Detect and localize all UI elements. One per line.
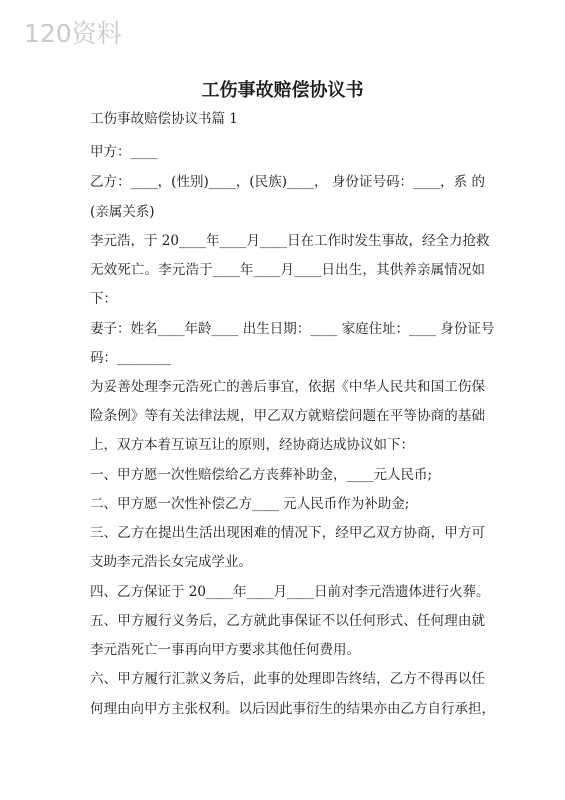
- paragraph-line: 无效死亡。李元浩于____年____月____日出生，其供养亲属情况如: [90, 262, 485, 278]
- relation-line: (亲属关系): [90, 204, 155, 220]
- paragraph-line: 上，双方本着互谅互让的原则，经协商达成协议如下：: [90, 437, 414, 453]
- paragraph-line: 下：: [90, 291, 117, 307]
- document-title: 工伤事故赔偿协议书: [201, 80, 364, 101]
- clause-5: 五、甲方履行义务后，乙方就此事保证不以任何形式、任何理由就: [90, 613, 485, 629]
- clause-6: 六、甲方履行汇款义务后，此事的处理即告终结，乙方不得再以任: [90, 671, 485, 687]
- watermark-logo: 120资料: [24, 19, 122, 48]
- clause-3-cont: 支助李元浩长女完成学业。: [90, 554, 252, 570]
- clause-3: 三、乙方在提出生活出现困难的情况下，经甲乙双方协商，甲方可: [90, 525, 485, 541]
- clause-5-cont: 李元浩死亡一事再向甲方要求其他任何费用。: [90, 642, 360, 658]
- clause-2: 二、甲方愿一次性补偿乙方____ 元人民币作为补助金;: [90, 496, 410, 512]
- clause-4: 四、乙方保证于 20____年____月____日前对李元浩遗体进行火葬。: [90, 584, 490, 600]
- subtitle-line: 工伤事故赔偿协议书篇 1: [90, 111, 238, 127]
- clause-6-cont: 何理由向甲方主张权利。以后因此事衍生的结果亦由乙方自行承担，: [90, 701, 495, 717]
- paragraph-line: 为妥善处理李元浩死亡的善后事宜，依据《中华人民共和国工伤保: [90, 379, 485, 395]
- party-a-line: 甲方：____: [90, 144, 158, 160]
- paragraph-line: 险条例》等有关法律法规，甲乙双方就赔偿问题在平等协商的基础: [90, 408, 485, 424]
- clause-1: 一、甲方愿一次性赔偿给乙方丧葬补助金，____元人民币;: [90, 467, 433, 483]
- party-b-line: 乙方：____，(性别)____，(民族)____， 身份证号码：____，系 的: [90, 174, 485, 190]
- spouse-line: 妻子：姓名____年龄____ 出生日期：____ 家庭住址：____ 身份证号: [90, 321, 495, 337]
- spouse-line: 码：________: [90, 350, 171, 366]
- paragraph-line: 李元浩，于 20____年____月____日在工作时发生事故，经全力抢救: [90, 233, 490, 249]
